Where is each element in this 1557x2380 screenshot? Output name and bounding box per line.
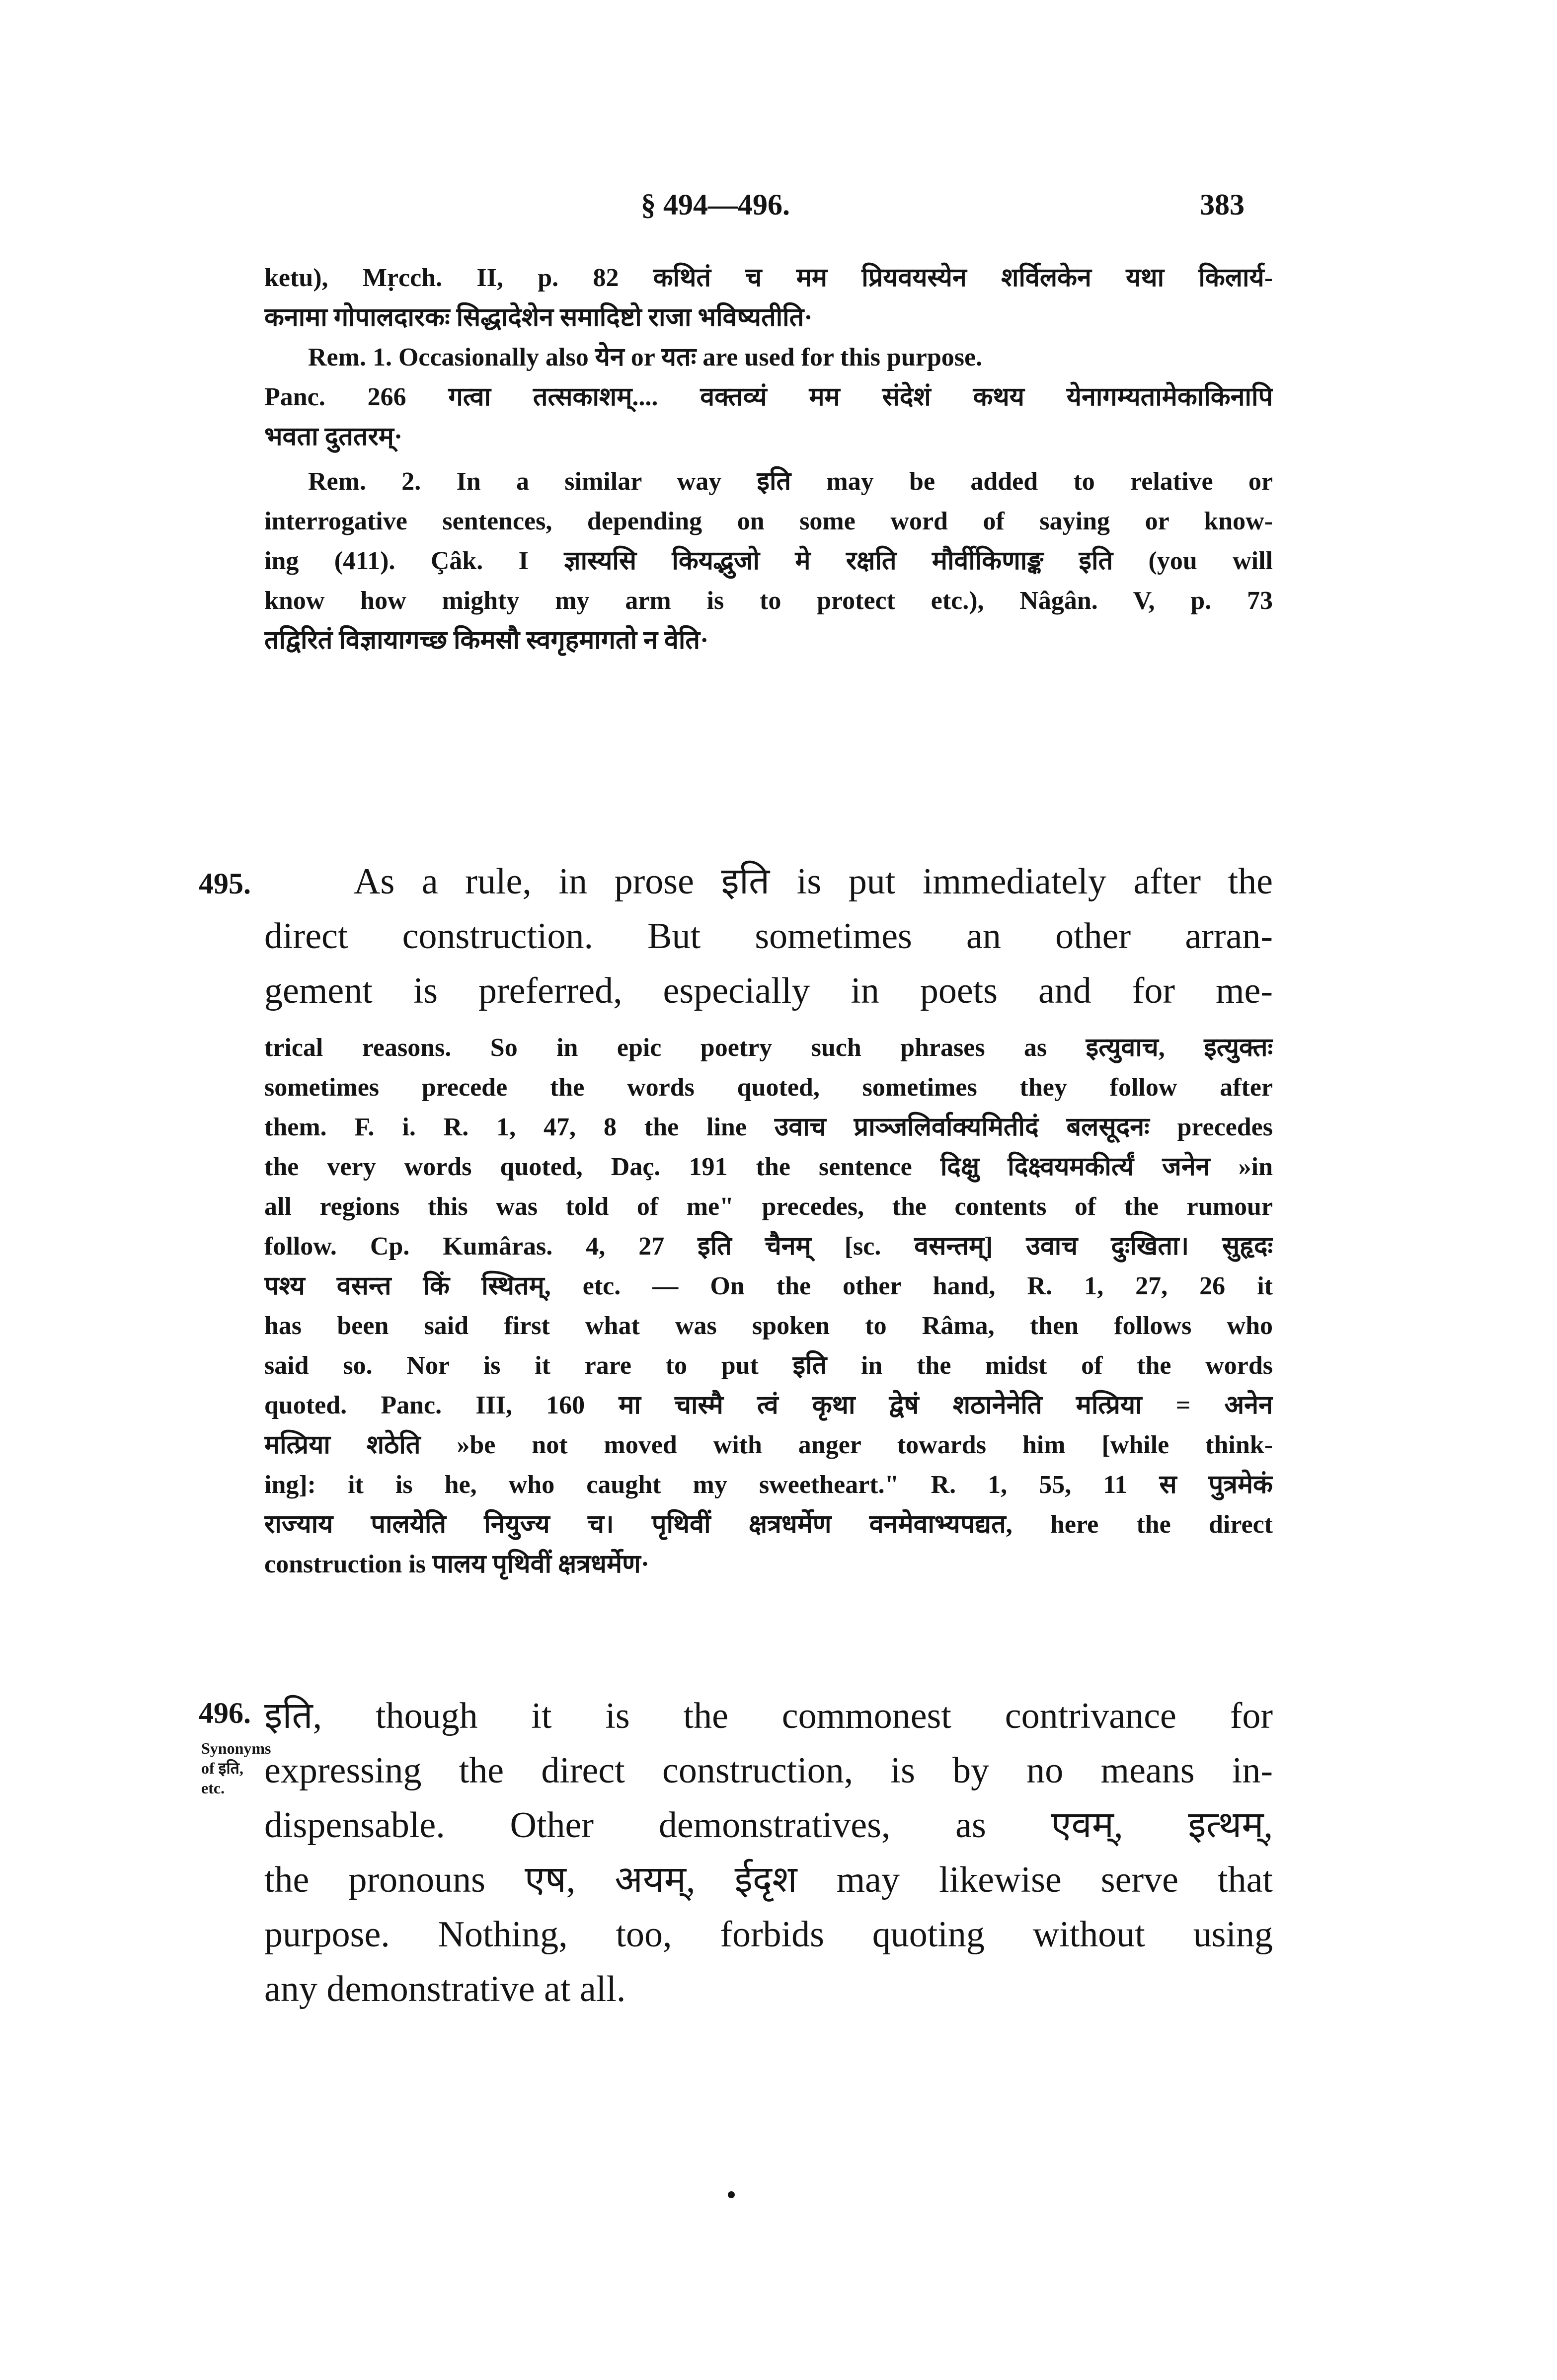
text-line: the very words quoted, Daç. 191 the sentence दिक्षु दिक्ष्वयमकीर्त्यं जनेन »in (264, 1153, 1273, 1181)
text-line: all regions this was told of me" precedes, the contents of the rumour (264, 1192, 1273, 1221)
text-line: ketu), Mṛcch. II, p. 82 कथितं च मम प्रियवयस्येन शर्विलकेन यथा किलार्य- (264, 264, 1273, 292)
remark-line: Rem. 1. Occasionally also येन or यतः are used for this purpose. (308, 343, 983, 372)
text-line: follow. Cp. Kumâras. 4, 27 इति चैनम् [sc. वसन्तम्] उवाच दुःखिता। सुहृदः (264, 1232, 1273, 1261)
text-line: gement is preferred, especially in poets and for me- (264, 970, 1273, 1011)
text-line: direct construction. But sometimes an other arran- (264, 916, 1273, 957)
section-number-496: 496. (199, 1697, 251, 1729)
text-line: Panc. 266 गत्वा तत्सकाशम्.... वक्तव्यं मम संदेशं कथय येनागम्यतामेकाकिनापि (264, 383, 1273, 411)
text-line: know how mighty my arm is to protect etc.), Nâgân. V, p. 73 (264, 587, 1273, 615)
text-line: कनामा गोपालदारकः सिद्धादेशेन समादिष्टो राजा भविष्यतीति· (264, 303, 813, 332)
text-line: तद्विरितं विज्ञायागच्छ किमसौ स्वगृहमागतो न वेति· (264, 626, 709, 655)
text-line: dispensable. Other demonstratives, as एवम्, इत्थम्, (264, 1805, 1273, 1846)
section-number-495: 495. (199, 867, 251, 900)
text-line: any demonstrative at all. (264, 1969, 626, 2009)
text-line: sometimes precede the words quoted, sometimes they follow after (264, 1073, 1273, 1102)
text-line: मत्प्रिया शठेति »be not moved with anger towards him [while think- (264, 1431, 1273, 1459)
text-line: expressing the direct construction, is by no means in- (264, 1750, 1273, 1791)
text-line: पश्य वसन्त किं स्थितम्, etc. — On the other hand, R. 1, 27, 26 it (264, 1272, 1273, 1300)
text-line: said so. Nor is it rare to put इति in the midst of the words (264, 1351, 1273, 1380)
text-line: the pronouns एष, अयम्, ईदृश may likewise serve that (264, 1859, 1273, 1900)
text-line: As a rule, in prose इति is put immediately after the (354, 861, 1273, 902)
text-line: has been said first what was spoken to Râma, then follows who (264, 1312, 1273, 1340)
section-range: § 494—496. (641, 188, 790, 221)
text-line: construction is पालय पृथिवीं क्षत्रधर्मेण· (264, 1550, 650, 1578)
text-line: quoted. Panc. III, 160 मा चास्मै त्वं कृथा द्वेषं शठानेनेति मत्प्रिया = अनेन (264, 1391, 1273, 1419)
remark-line: Rem. 2. In a similar way इति may be added to relative or (308, 467, 1273, 496)
margin-note: Synonyms of इति, etc. (201, 1739, 271, 1797)
text-line: ing (411). Çâk. I ज्ञास्यसि कियद्भुजो मे रक्षति मौर्वीकिणाङ्क इति (you will (264, 547, 1273, 575)
text-line: interrogative sentences, depending on some word of saying or know- (264, 507, 1273, 535)
text-line: राज्याय पालयेति नियुज्य च। पृथिवीं क्षत्रधर्मेण वनमेवाभ्यपद्यत, here the direct (264, 1510, 1273, 1539)
page-number: 383 (1200, 188, 1245, 221)
text-line: purpose. Nothing, too, forbids quoting without using (264, 1914, 1273, 1955)
text-line: trical reasons. So in epic poetry such phrases as इत्युवाच, इत्युक्तः (264, 1034, 1273, 1062)
text-line: भवता दुततरम्· (264, 423, 403, 451)
text-line: ing]: it is he, who caught my sweetheart." R. 1, 55, 11 स पुत्रमेकं (264, 1471, 1273, 1499)
page-header (0, 188, 1557, 232)
text-line: them. F. i. R. 1, 47, 8 the line उवाच प्राञ्जलिर्वाक्यमितीदं बलसूदनः precedes (264, 1113, 1273, 1141)
text-line: इति, though it is the commonest contrivance for (264, 1696, 1273, 1736)
ink-dot (728, 2191, 735, 2198)
